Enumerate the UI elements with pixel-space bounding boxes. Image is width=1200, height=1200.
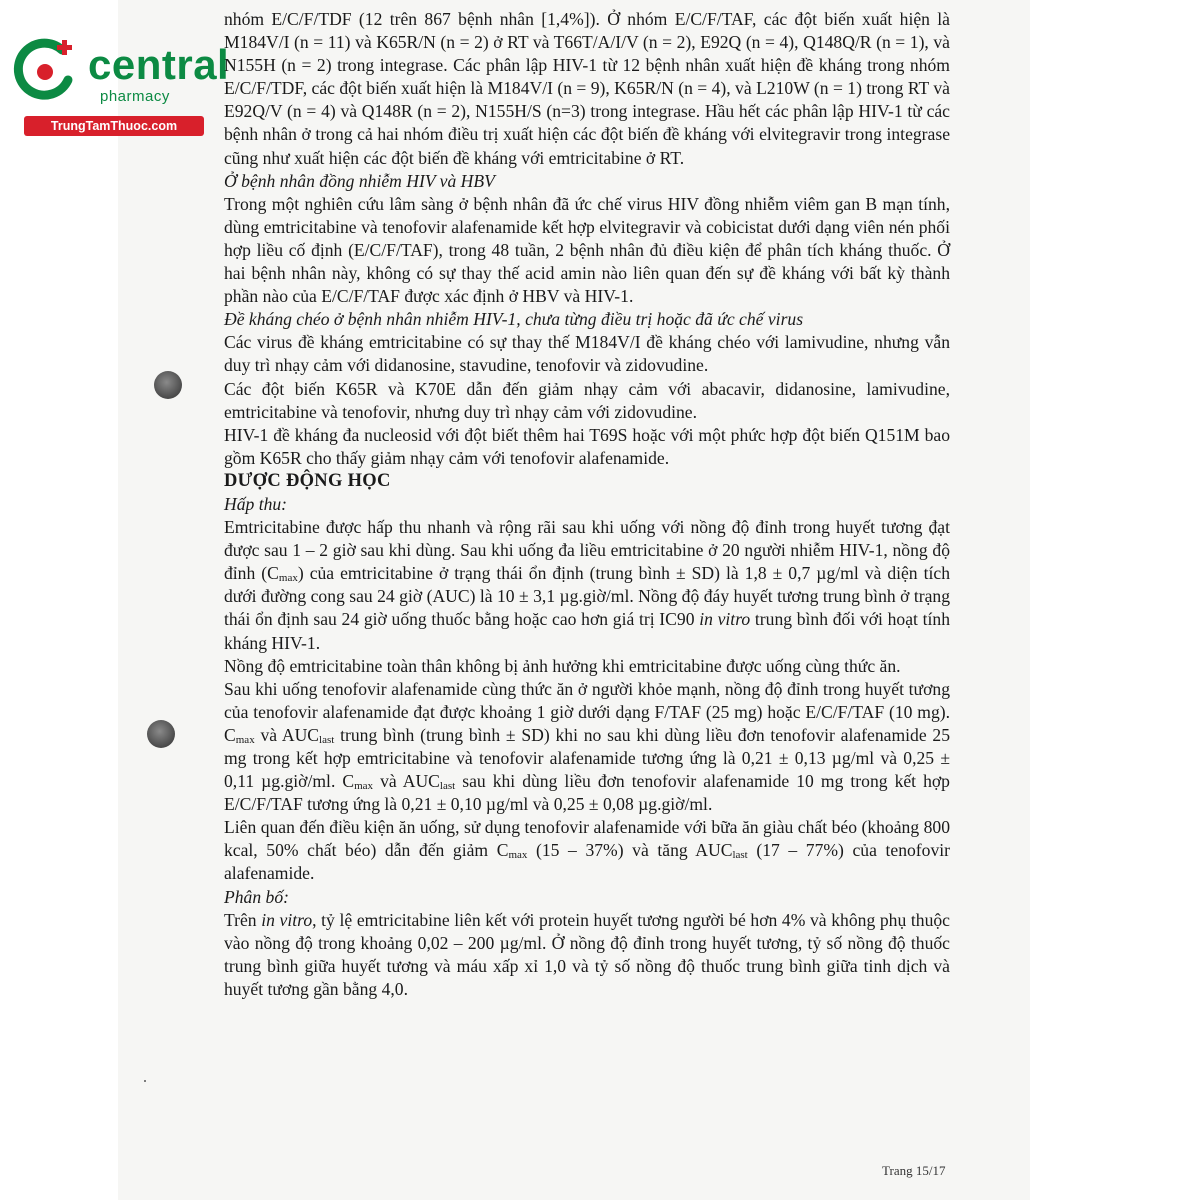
subheading-distribution: Phân bố: <box>224 886 289 907</box>
binder-hole-bottom <box>147 720 175 748</box>
binder-hole-top <box>154 371 182 399</box>
pharmacy-cross-logo-icon <box>10 36 80 106</box>
paragraph-hiv-hbv-study: Trong một nghiên cứu lâm sàng ở bệnh nhân đã ức chế virus HIV đồng nhiễm viêm gan B mạn tính, dùng emtricitabine và tenofovir alafenamide kết hợp elvitegravir và cobicistat dưới dạng viên nén phối hợp liều cố định (E/C/F/TAF), trong 48 tuần, 2 bệnh nhân đủ điều kiện để phân tích kháng thuốc. Ở hai bệnh nhân này, không có sự thay thế acid amin nào liên quan đến sự đề kháng với bất kỳ thành phần nào của E/C/F/TAF được xác định ở HBV và HIV-1. <box>224 193 950 307</box>
section-heading-pharmacokinetics: DƯỢC ĐỘNG HỌC <box>224 470 391 491</box>
paragraph-multi-nucleoside: HIV-1 đề kháng đa nucleosid với đột biết thêm hai T69S hoặc với một phức hợp đột biến Q151M bao gồm K65R cho thấy giảm nhạy cảm với tenofovir alafenamide. <box>224 424 950 468</box>
central-pharmacy-logo[interactable] <box>10 36 230 136</box>
paragraph-k65r-k70e: Các đột biến K65R và K70E dẫn đến giảm nhạy cảm với abacavir, didanosine, lamivudine, emtricitabine và tenofovir, nhưng duy trì nhạy cảm với zidovudine. <box>224 378 950 422</box>
paragraph-emtricitabine-absorption: Emtricitabine được hấp thu nhanh và rộng rãi sau khi uống với nồng độ đỉnh trong huyết tương đạt được sau 1 – 2 giờ sau khi dùng. Sau khi uống đa liều emtricitabine ở 20 người nhiễm HIV-1, nồng độ đỉnh $(C_{max})$ của emtricitabine ở trạng thái ổn định (trung bình ± SD) là 1,8 ± 0,7 µg/ml và diện tích dưới đường cong sau 24 giờ (AUC) là 10 ± 3,1 µg.giờ/ml. Nồng độ đáy huyết tương trung bình ở trạng thái ổn định sau 24 giờ uống thuốc bằng hoặc cao hơn giá trị IC90 in vitro trung bình đối với hoạt tính kháng HIV-1. <box>224 517 950 653</box>
logo-website-badge: TrungTamThuoc.com <box>24 116 204 136</box>
paragraph-resistance-groups: nhóm E/C/F/TDF (12 trên 867 bệnh nhân [1,4%]). Ở nhóm E/C/F/TAF, các đột biến xuất hiện là M184V/I (n = 11) và K65R/N (n = 2) ở RT và T66T/A/I/V (n = 2), E92Q (n = 4), Q148Q/R (n = 1), và N155H (n = 2) trong integrase. Các phân lập HIV-1 từ 12 bệnh nhân xuất hiện đề kháng trong nhóm E/C/F/TDF, các đột biến xuất hiện là M184V/I (n = 9), K65R/N (n = 4), và L210W (n = 1) trong RT và E92Q/V (n = 4) và Q148R (n = 2), N155H/S (n=3) trong integrase. Hầu hết các phân lập HIV-1 từ các bệnh nhân ở trong cả hai nhóm điều trị xuất hiện các đột biến đề kháng với elvitegravir trong integrase cũng như xuất hiện các đột biến đề kháng với emtricitabine ở RT. <box>224 9 950 168</box>
heading-cross-resistance: Đề kháng chéo ở bệnh nhân nhiễm HIV-1, chưa từng điều trị hoặc đã ức chế virus <box>224 309 804 330</box>
document-body <box>224 8 950 1001</box>
paragraph-protein-binding: Trên in vitro, tỷ lệ emtricitabine liên kết với protein huyết tương người bé hơn 4% và không phụ thuộc vào nồng độ trong khoảng 0,02 – 200 µg/ml. Ở nồng độ đỉnh trong huyết tương, tỷ số nồng độ thuốc trung bình giữa huyết tương và máu xấp xỉ 1,0 và tỷ số nồng độ thuốc trung bình giữa tinh dịch và huyết tương gần bằng 4,0. <box>224 909 950 999</box>
page-number: Trang 15/17 <box>882 1163 946 1178</box>
paragraph-m184-cross-resistance: Các virus đề kháng emtricitabine có sự thay thế M184V/I đề kháng chéo với lamivudine, nhưng vẫn duy trì nhạy cảm với didanosine, stavudine, tenofovir và zidovudine. <box>224 332 950 376</box>
subheading-absorption: Hấp thu: <box>224 493 288 514</box>
scan-speck <box>144 1080 146 1082</box>
paragraph-high-fat-meal: Liên quan đến điều kiện ăn uống, sử dụng tenofovir alafenamide với bữa ăn giàu chất béo (khoảng 800 kcal, 50% chất béo) dẫn đến giảm $C_{max}$ (15 – 37%) và tăng $AUC_{last}$ (17 – 77%) của tenofovir alafenamide. <box>224 817 951 884</box>
heading-hiv-hbv-coinfection: Ở bệnh nhân đồng nhiễm HIV và HBV <box>224 170 495 191</box>
logo-wordmark: central <box>88 41 230 88</box>
paragraph-food-effect-emtricitabine: Nồng độ emtricitabine toàn thân không bị ảnh hưởng khi emtricitabine được uống cùng thức ăn. <box>224 655 901 676</box>
paragraph-tenofovir-absorption: Sau khi uống tenofovir alafenamide cùng thức ăn ở người khỏe mạnh, nồng độ đỉnh trong huyết tương của tenofovir alafenamide đạt được khoảng 1 giờ dưới dạng F/TAF (25 mg) hoặc E/C/F/TAF (10 mg). $C_{max}$ và $AUC_{last}$ trung bình (trung bình ± SD) khi no sau khi dùng liều đơn tenofovir alafenamide 25 mg trong kết hợp emtricitabine và tenofovir alafenamide tương ứng là 0,21 ± 0,13 µg/ml và 0,25 ± 0,11 µg.giờ/ml. $C_{max}$ và $AUC_{last}$ sau khi dùng liều đơn tenofovir alafenamide 10 mg trong kết hợp E/C/F/TAF tương ứng là 0,21 ± 0,10 µg/ml và 0,25 ± 0,08 µg.giờ/ml. <box>224 678 951 815</box>
logo-subtitle: pharmacy <box>100 88 170 105</box>
